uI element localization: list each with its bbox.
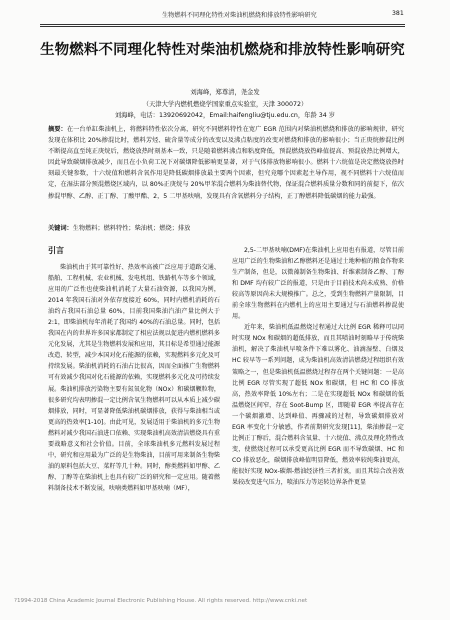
body-right-column [232, 245, 404, 488]
keywords-text: 生物燃料；燃料特性；柴油机；燃烧；排放 [72, 225, 191, 232]
page-number: 381 [392, 10, 404, 17]
author-contact: 刘海峰，电话：13920692042，Email:haifengliu@tju.edu.cn，年龄 34 岁 [114, 112, 336, 119]
abstract [48, 124, 404, 202]
keywords-label: 关键词： [48, 225, 73, 232]
paper-authors: 刘海峰，郑尊清，尧金发 [190, 89, 260, 96]
body-paragraph: 近年来，柴油机低温燃烧过程通过大比例 EGR 稀释可以同时实现 NOx 和碳烟的超低排放，而且其喷油时刻略早于传统柴油机，解决了柴油机早喷条件下难以雾化、油滴湿壁、白烟及 HC 较早等一系列问题，成为柴油机高效清洁燃烧过程组织有效策略之一，但是柴油机低温燃烧过程存在两个关键问题：一是高比例 EGR 尽管实现了超低 NOx 和碳烟，但 HC 和 CO 排放高，热效率降低 10%左右；二是在实现超低 NOx 和碳烟的低温燃烧区间窄，存在 Soot-Bump 区，即随着 EGR 率提高存在一个碳烟激增、达到峰值、再骤减的过程，导致碳烟排放对 EGR 率变化十分敏感，作者前期研究发现[11]，柴油掺混一定比例正丁醇后，混合燃料含氧量、十六烷值、沸点及理化特性改变，使燃烧过程可以承受更高比例 EGR 而不导致碳烟、HC 和 CO 排放恶化，碳烟排放峰值明显降低，燃效率较纯柴油更高，能很好实现 NOx-碳烟-燃油经济性三者折衷，而且其综合改善效果较改变进气压力，喷油压力等运转边界条件更显 [232, 324, 404, 486]
section-heading-intro: 引言 [48, 246, 64, 255]
paper-title: 生物燃料不同理化特性对柴油机燃烧和排放特性影响研究 [40, 42, 405, 58]
copyright-footer: ?1994-2018 China Academic Journal Electronic Publishing House. All rights reserved. http://www.cnki.net [14, 598, 308, 604]
keywords [48, 223, 404, 232]
paper-affiliation: （天津大学内燃机燃烧学国家重点实验室，天津 300072） [142, 101, 308, 108]
running-head [0, 10, 450, 24]
header-rule-bottom [40, 26, 405, 27]
body-left-column: 柴油机由于其可靠性好、热效率高被广泛应用于道路交通、船舶、工程机械、农业机械、发电机组、铁路机车等多个领域，应用的广泛性也使柴油机消耗了大量石油资源，以我国为例，2014 年我国石油对外依存度接近 60%，同时内燃机消耗的石油约占我国石油总量 60%，目前我国柴油汽油产量比例大于 2:1，即柴油机每年消耗了我国约 40%的石油总量。同时，包括我国在内的世界许多国家都制定了相应法规以促进内燃机燃料多元化发展，尤其是生物燃料发展和应用，其目标是希望通过能源改造、转型，减少本国对化石能源的依赖，实现燃料多元化及可持续发展。柴油机消耗的石油占比很高，因而全面推广生物燃料可有效减少我国对化石能源的依赖，实现燃料多元化及可持续发展。柴油机排放污染物主要有氮氧化物（NOx）和碳烟颗粒物，很多研究均表明掺混一定比例含氧生物燃料可以从本质上减少碳烟排放，同时，可显著降低柴油机碳烟排放，获得与柴油相当或更高的热效率[1-10]。由此可见，发展适用于柴油机的多元生物燃料对减少我国石油进口依赖、实现柴油机高效清洁燃烧具有重要战略意义和社会价值。目前，全球柴油机多元燃料发展过程中，研究和应用最为广泛的是生物柴油，目前可用来制备生物柴油的原料包括大豆、菜籽等几十种。同时，醇类燃料如甲醇、乙醇、丁醇等在柴油机上也具有较广泛的研究和一定应用。随着燃料制备技术不断发展，呋喃类燃料如甲基呋喃（MF）， [48, 264, 220, 492]
abstract-label: 摘要： [48, 126, 67, 133]
header-rule-top [40, 24, 405, 25]
running-head-title: 生物燃料不同理化特性对柴油机燃烧和排放特性影响研究 [162, 12, 317, 19]
body-paragraph: 2,5-二甲基呋喃(DMF)在柴油机上应用也有报道，尽管目前应用广泛的生物柴油和乙醇燃料还是通过土地种植的粮食作物来生产制备，但是，以微藻制备生物柴油、纤维素制备乙醇、丁醇和 DMF 均有较广泛的报道，只是由于目前技术尚未成熟、价格较高等原因尚未大规模推广。总之，受到生物燃料产量限制，目前全球生物燃料在内燃机上的应用主要通过与石油燃料掺混使用。 [232, 247, 404, 321]
abstract-text: 在一台单缸柴油机上，将燃料特性依次分离，研究不同燃料特性在宽广 EGR 范围内对柴油机燃烧和排放的影响规律，研究发现在体积比 20%掺混比时，燃料芳烃、硫含量等成分的改变以及沸点粘度的改变对燃烧和排放的影响很小；当正庚烷掺混比例不断提高直至纯正庚烷后，燃烧放热时刻基本一致，只是随着燃料沸点和粘度降低，预混燃烧放热峰值提高、预混放热比例增大，因此导致碳烟排放减少，而且在小负荷工况下对碳烟降低影响更显著，对于气体排放物影响很小。燃料十六烷值是决定燃烧放热时刻最关键参数，十六烷值和燃料含氧作用是降低碳烟排放最主要两个因素，但究竟哪个因素起主导作用，视不同燃料十六烷值而定，在湿法部分预混燃烧区域内，以 80%正庚烷与 20%甲苯混合燃料为柴油替代物，保证混合燃料质量分数和同的前提下，依次掺混甲醇、乙醇、正丁醇、丁酸甲酯、2，5 二甲基呋喃，发现具有含氧燃料分子结构，正丁醇燃料降低碳烟的能力最强。 [48, 126, 405, 200]
